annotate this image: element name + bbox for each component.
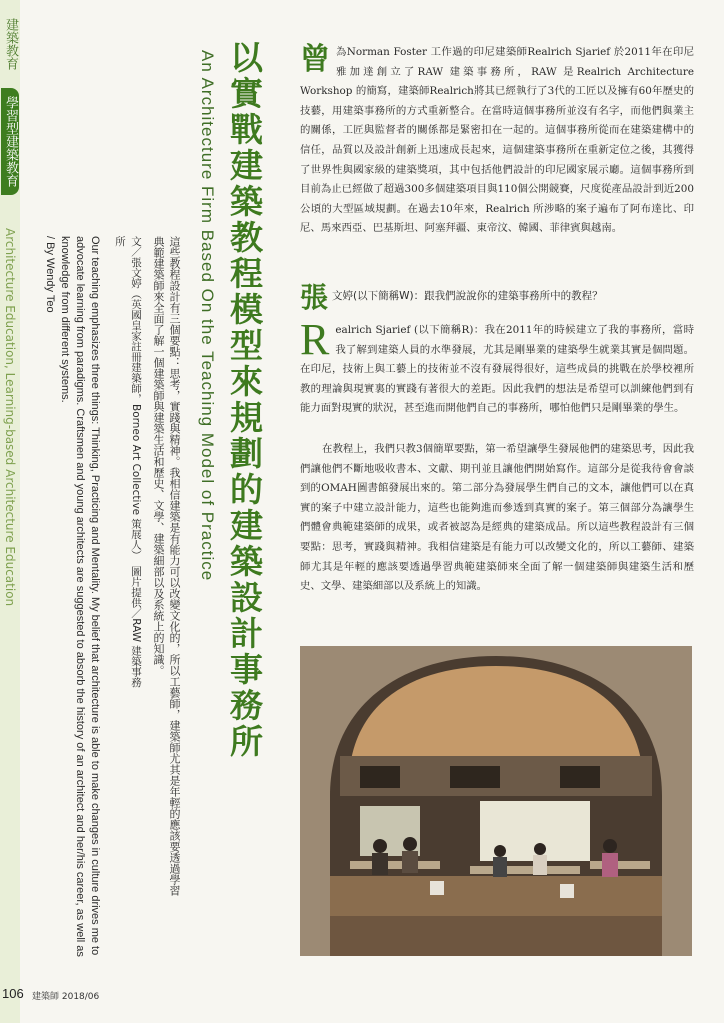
paragraph-text: 在教程上，我們只教3個簡單要點，第一希望讓學生發展他們的建築思考，因此我們讓他們不斷地吸收書本、文獻、期刊並且讓他們開始寫作。這部分是從我待會會談到的OMAH圖書館發展出來的。第二部分為發展學生們自己的文本，讓他們可以在真實的案子中建立設計能力，這些也能夠進而參透到真實的案子。第三個部分為讓學生們體會典範建築師的成果，或者被認為是經典的建築成品。所以這些教程設計有三個要點：思考，實踐與精神。我相信建築是有能力可以改變文化的，所以工藝師、建築師尤其是年輕的應該要透過學習典範建築師來全面了解一個建築師與建築生活和歷史、文學、建築細部以及系統上的知識。 (300, 443, 694, 593)
intro-chinese: 這些教程設計有三個要點：思考，實踐與精神。我相信建築是有能力可以改變文化的，所以工藝師，建築師尤其是年輕的應該要透過學習典範建築師來全面了解一個建築師與建築生活和歷史、文學、建築細部以及系統上的知識。 (152, 236, 181, 896)
section-label-english: Architecture Education, Learning-based Architecture Education (3, 228, 17, 607)
interview-question (300, 276, 694, 316)
paragraph-intro (300, 43, 694, 239)
dropcap: 曾 (300, 42, 330, 77)
studio-interior-photo (300, 646, 692, 956)
article-title-english: An Architecture Firm Based On the Teaching Model of Practice (198, 50, 217, 582)
paragraph-answer (300, 315, 694, 419)
photo-illustration (300, 646, 692, 956)
paragraph-text: ealrich Sjarief (以下簡稱R)：我在2011年的時候建立了我的事務所，當時我了解到建築人員的水準發展，尤其是剛畢業的建築學生就業其實是個問題。在印尼，技術上與工藝上的技術並不沒有發展得很好，這些成員的挑戰在於學校裡所教的理論與現實裏的實踐有著很大的差距。因此我們的想法是希望可以訓練他們到有能力面對現實的狀況，甚至進而開他們自己的事務所，哪怕他們只是剛畢業的學生。 (300, 324, 694, 415)
page-number: 106 (2, 986, 24, 1001)
question-text: 文婷(以下簡稱W)：跟我們說說你的建築事務所中的教程？ (332, 290, 603, 302)
question-initial: 張 (300, 281, 329, 314)
section-label: 建築教育 (3, 18, 18, 70)
active-section-label: 學習型建築教育 (1, 88, 19, 195)
credits: 文／張文婷（英國皇家註冊建築師，Borneo Art Collective 策展人） 圖片提供／RAW 建築事務所 (114, 236, 142, 688)
paragraph-text: 為Norman Foster 工作過的印尼建築師Realrich Sjarief 於2011年在印尼雅加達創立了RAW 建築事務所，RAW 是Realrich Architecture Workshop 的簡寫，建築師Realrich將其已經執行了3代的工匠以及擁有60年歷史的技藝，用建築事務所的方式重新整合。在當時這個事務所並沒有名字，而他們與業主的關係，工匠與監督者的關係都是緊密扣在一起的。這個事務所從而在建築建構中的信任，品質以及設計創新上迅速成長起來，這個建築事務所在重新定位之後，其獲得了世界性與國家級的建築獎項，其中包括他們設計的印尼國家展示廳。這個事務所到目前為止已經做了超過300多個建築項目與110個公開競賽，尺度從產品設計到近200公頃的大型區域規劃。在過去10年來，Realrich 所涉略的案子遍布了阿布達比、印尼、馬來西亞、巴基斯坦、阿塞拜疆、東帝汶、韓國、菲律賓與越南。 (300, 46, 694, 235)
dropcap: R (300, 315, 330, 364)
intro-english-text: Our teaching emphasizes three things: Thinking, Practicing and Mentality. My belief that architecture is able to make changes in culture drives me to advocate learning from paradigms. Craftsmen and young architects are suggested to absorb the history of an architect and her/his career, as well as knowledge from different systems. (59, 236, 101, 957)
paragraph-curriculum (300, 440, 694, 597)
intro-english (42, 236, 102, 972)
magazine-issue: 建築師 2018/06 (32, 992, 100, 1002)
byline: / By Wendy Teo (44, 236, 56, 313)
article-title-chinese: 以實戰建築教程模型來規劃的建築設計事務所 (225, 40, 264, 760)
